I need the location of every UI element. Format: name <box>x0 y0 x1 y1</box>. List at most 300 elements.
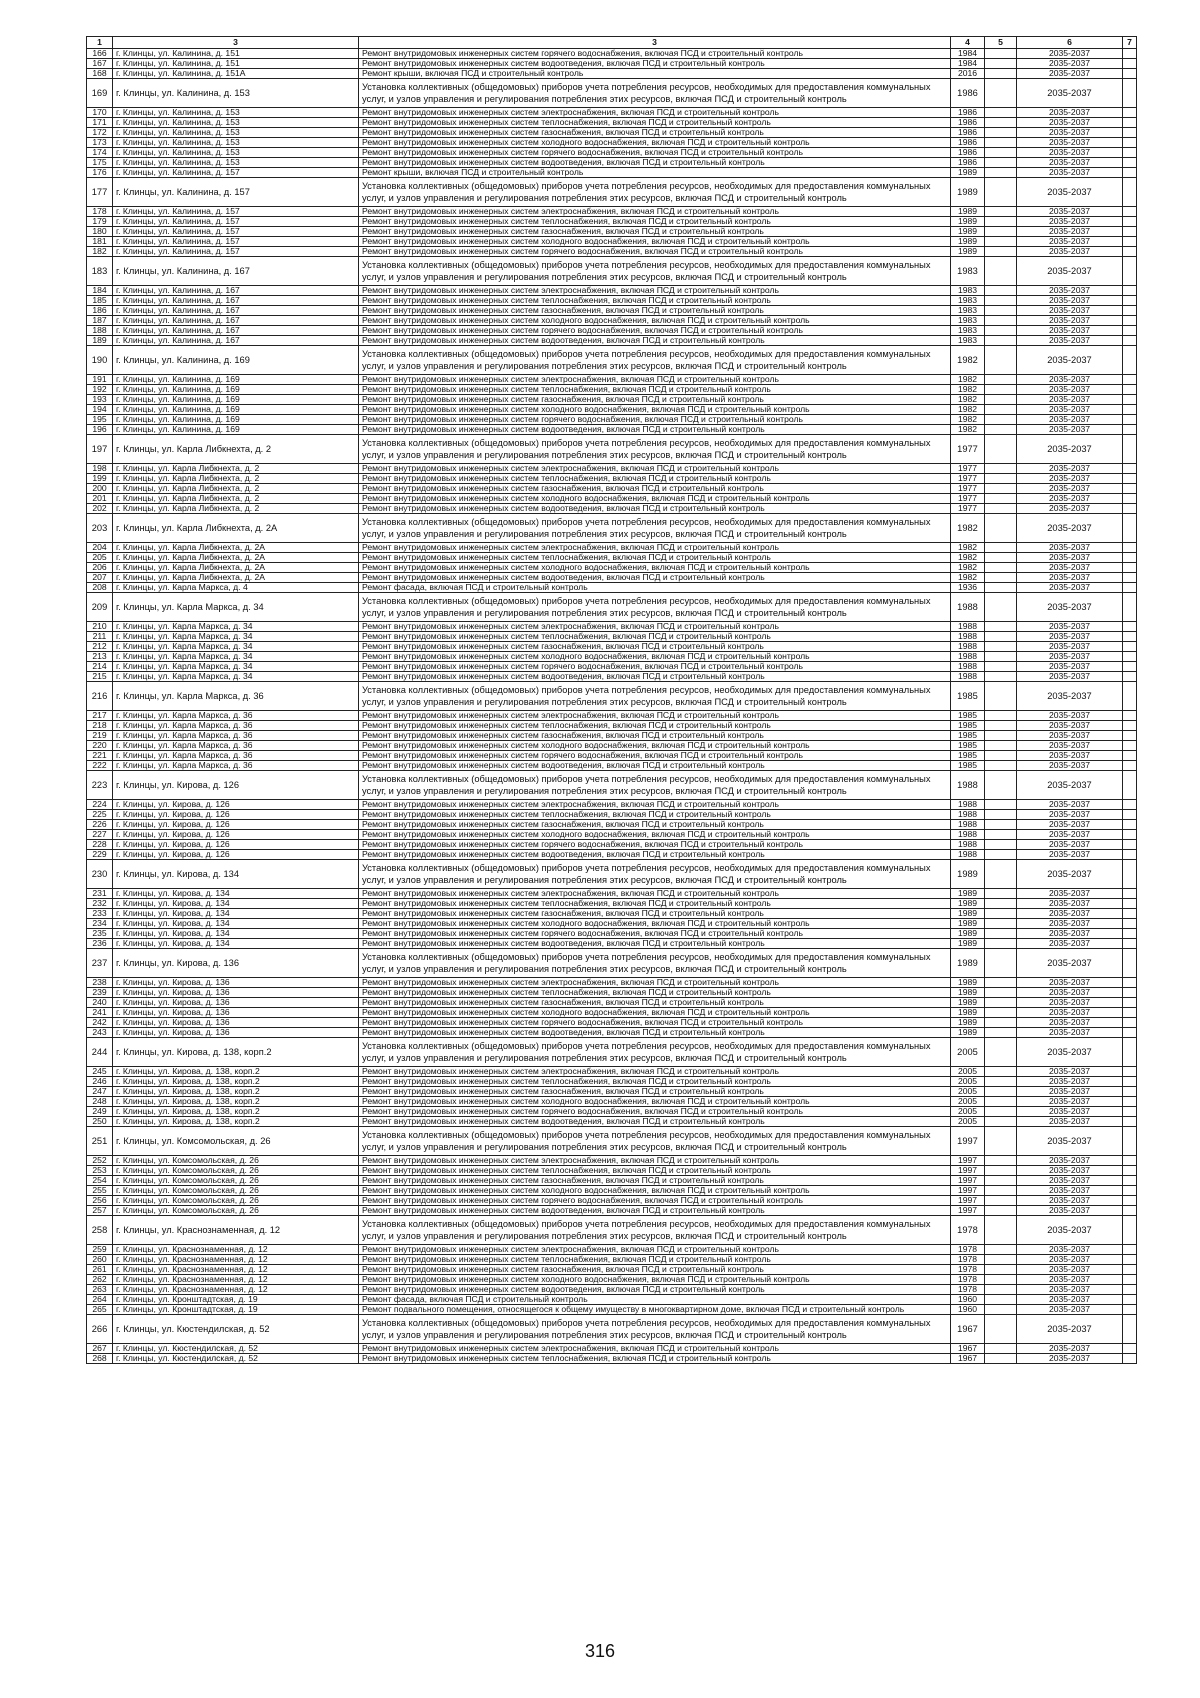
table-row <box>87 543 1137 553</box>
row-period: 2035-2037 <box>1017 543 1123 553</box>
table-row <box>87 1255 1137 1265</box>
table-row <box>87 652 1137 662</box>
row-year: 1989 <box>951 860 985 889</box>
table-row <box>87 632 1137 642</box>
row-col5 <box>985 464 1017 474</box>
row-col7 <box>1123 415 1137 425</box>
row-work-type: Ремонт внутридомовых инженерных систем горячего водоснабжения, включая ПСД и строительный контроль <box>359 1107 951 1117</box>
table-row <box>87 1097 1137 1107</box>
table-row <box>87 395 1137 405</box>
row-col7 <box>1123 237 1137 247</box>
row-work-type: Ремонт внутридомовых инженерных систем электроснабжения, включая ПСД и строительный контроль <box>359 800 951 810</box>
row-number: 177 <box>87 178 113 207</box>
row-period: 2035-2037 <box>1017 632 1123 642</box>
row-col5 <box>985 632 1017 642</box>
row-number: 234 <box>87 919 113 929</box>
row-year: 1983 <box>951 316 985 326</box>
row-col7 <box>1123 889 1137 899</box>
row-work-type: Установка коллективных (общедомовых) приборов учета потребления ресурсов, необходимых для предоставления коммунальных услуг, и узлов управления и регулирования потребления этих ресурсов, включая ПСД и строительный контроль <box>359 435 951 464</box>
row-address: г. Клинцы, ул. Карла Либкнехта, д. 2А <box>113 514 359 543</box>
row-number: 229 <box>87 850 113 860</box>
row-work-type: Установка коллективных (общедомовых) приборов учета потребления ресурсов, необходимых для предоставления коммунальных услуг, и узлов управления и регулирования потребления этих ресурсов, включая ПСД и строительный контроль <box>359 1315 951 1344</box>
table-row <box>87 820 1137 830</box>
row-work-type: Ремонт внутридомовых инженерных систем горячего водоснабжения, включая ПСД и строительный контроль <box>359 1018 951 1028</box>
row-col5 <box>985 69 1017 79</box>
row-work-type: Ремонт внутридомовых инженерных систем газоснабжения, включая ПСД и строительный контроль <box>359 395 951 405</box>
table-row <box>87 118 1137 128</box>
table-row <box>87 237 1137 247</box>
row-col7 <box>1123 385 1137 395</box>
row-col5 <box>985 1097 1017 1107</box>
table-row <box>87 771 1137 800</box>
row-work-type: Ремонт внутридомовых инженерных систем водоотведения, включая ПСД и строительный контроль <box>359 425 951 435</box>
row-number: 195 <box>87 415 113 425</box>
row-year: 1989 <box>951 217 985 227</box>
row-col5 <box>985 504 1017 514</box>
table-row <box>87 1285 1137 1295</box>
row-year: 1986 <box>951 158 985 168</box>
row-number: 196 <box>87 425 113 435</box>
row-address: г. Клинцы, ул. Комсомольская, д. 26 <box>113 1127 359 1156</box>
row-col5 <box>985 1176 1017 1186</box>
row-period: 2035-2037 <box>1017 316 1123 326</box>
row-period: 2035-2037 <box>1017 1275 1123 1285</box>
row-period: 2035-2037 <box>1017 1028 1123 1038</box>
row-work-type: Ремонт внутридомовых инженерных систем электроснабжения, включая ПСД и строительный контроль <box>359 889 951 899</box>
row-address: г. Клинцы, ул. Калинина, д. 153 <box>113 128 359 138</box>
table-row <box>87 1344 1137 1354</box>
row-period: 2035-2037 <box>1017 1176 1123 1186</box>
header-cell-col7: 7 <box>1123 37 1137 49</box>
row-address: г. Клинцы, ул. Кюстендилская, д. 52 <box>113 1344 359 1354</box>
row-col5 <box>985 257 1017 286</box>
row-work-type: Ремонт внутридомовых инженерных систем электроснабжения, включая ПСД и строительный контроль <box>359 286 951 296</box>
row-work-type: Ремонт внутридомовых инженерных систем газоснабжения, включая ПСД и строительный контроль <box>359 1265 951 1275</box>
row-col7 <box>1123 217 1137 227</box>
row-address: г. Клинцы, ул. Карла Либкнехта, д. 2А <box>113 573 359 583</box>
row-work-type: Ремонт внутридомовых инженерных систем электроснабжения, включая ПСД и строительный контроль <box>359 711 951 721</box>
row-number: 246 <box>87 1077 113 1087</box>
table-row <box>87 1315 1137 1344</box>
row-number: 244 <box>87 1038 113 1067</box>
table-row <box>87 583 1137 593</box>
row-col7 <box>1123 1344 1137 1354</box>
row-number: 180 <box>87 227 113 237</box>
row-work-type: Ремонт внутридомовых инженерных систем теплоснабжения, включая ПСД и строительный контроль <box>359 553 951 563</box>
row-col5 <box>985 563 1017 573</box>
row-period: 2035-2037 <box>1017 415 1123 425</box>
row-address: г. Клинцы, ул. Калинина, д. 167 <box>113 326 359 336</box>
row-col7 <box>1123 316 1137 326</box>
row-number: 191 <box>87 375 113 385</box>
row-period: 2035-2037 <box>1017 336 1123 346</box>
row-year: 1988 <box>951 672 985 682</box>
row-year: 1977 <box>951 474 985 484</box>
row-number: 193 <box>87 395 113 405</box>
row-col5 <box>985 939 1017 949</box>
row-period: 2035-2037 <box>1017 1008 1123 1018</box>
row-work-type: Ремонт внутридомовых инженерных систем газоснабжения, включая ПСД и строительный контроль <box>359 306 951 316</box>
table-row <box>87 1295 1137 1305</box>
row-number: 225 <box>87 810 113 820</box>
table-row <box>87 662 1137 672</box>
row-col5 <box>985 899 1017 909</box>
row-work-type: Ремонт внутридомовых инженерных систем холодного водоснабжения, включая ПСД и строительный контроль <box>359 1275 951 1285</box>
row-col7 <box>1123 909 1137 919</box>
row-address: г. Клинцы, ул. Калинина, д. 167 <box>113 296 359 306</box>
row-work-type: Ремонт внутридомовых инженерных систем холодного водоснабжения, включая ПСД и строительный контроль <box>359 138 951 148</box>
row-col5 <box>985 237 1017 247</box>
row-address: г. Клинцы, ул. Карла Либкнехта, д. 2А <box>113 543 359 553</box>
row-work-type: Ремонт внутридомовых инженерных систем холодного водоснабжения, включая ПСД и строительный контроль <box>359 1008 951 1018</box>
row-col7 <box>1123 563 1137 573</box>
row-year: 2016 <box>951 69 985 79</box>
row-period: 2035-2037 <box>1017 820 1123 830</box>
row-col5 <box>985 514 1017 543</box>
row-address: г. Клинцы, ул. Кирова, д. 138, корп.2 <box>113 1077 359 1087</box>
row-col7 <box>1123 711 1137 721</box>
row-address: г. Клинцы, ул. Кронштадтская, д. 19 <box>113 1295 359 1305</box>
row-address: г. Клинцы, ул. Краснознаменная, д. 12 <box>113 1245 359 1255</box>
table-row <box>87 138 1137 148</box>
row-number: 210 <box>87 622 113 632</box>
row-address: г. Клинцы, ул. Карла Маркса, д. 34 <box>113 593 359 622</box>
row-work-type: Ремонт внутридомовых инженерных систем газоснабжения, включая ПСД и строительный контроль <box>359 731 951 741</box>
row-number: 174 <box>87 148 113 158</box>
table-row <box>87 425 1137 435</box>
row-period: 2035-2037 <box>1017 1305 1123 1315</box>
row-col5 <box>985 1087 1017 1097</box>
row-period: 2035-2037 <box>1017 682 1123 711</box>
row-col5 <box>985 59 1017 69</box>
row-year: 1988 <box>951 593 985 622</box>
row-year: 1997 <box>951 1166 985 1176</box>
table-row <box>87 1275 1137 1285</box>
row-col5 <box>985 1018 1017 1028</box>
row-address: г. Клинцы, ул. Кирова, д. 134 <box>113 939 359 949</box>
row-address: г. Клинцы, ул. Кирова, д. 136 <box>113 998 359 1008</box>
row-period: 2035-2037 <box>1017 375 1123 385</box>
row-address: г. Клинцы, ул. Калинина, д. 157 <box>113 207 359 217</box>
row-col7 <box>1123 682 1137 711</box>
row-year: 1986 <box>951 128 985 138</box>
row-year: 2005 <box>951 1038 985 1067</box>
row-address: г. Клинцы, ул. Карла Либкнехта, д. 2 <box>113 464 359 474</box>
row-period: 2035-2037 <box>1017 761 1123 771</box>
row-period: 2035-2037 <box>1017 1018 1123 1028</box>
row-address: г. Клинцы, ул. Калинина, д. 157 <box>113 247 359 257</box>
row-address: г. Клинцы, ул. Калинина, д. 157 <box>113 237 359 247</box>
row-address: г. Клинцы, ул. Кронштадтская, д. 19 <box>113 1305 359 1315</box>
row-col5 <box>985 1344 1017 1354</box>
row-address: г. Клинцы, ул. Кирова, д. 136 <box>113 978 359 988</box>
row-col5 <box>985 375 1017 385</box>
row-address: г. Клинцы, ул. Калинина, д. 157 <box>113 178 359 207</box>
row-year: 1982 <box>951 514 985 543</box>
row-work-type: Ремонт внутридомовых инженерных систем холодного водоснабжения, включая ПСД и строительный контроль <box>359 919 951 929</box>
row-work-type: Ремонт внутридомовых инженерных систем водоотведения, включая ПСД и строительный контроль <box>359 850 951 860</box>
row-col5 <box>985 148 1017 158</box>
row-year: 2005 <box>951 1117 985 1127</box>
row-col7 <box>1123 642 1137 652</box>
row-period: 2035-2037 <box>1017 988 1123 998</box>
row-address: г. Клинцы, ул. Кирова, д. 136 <box>113 1028 359 1038</box>
row-address: г. Клинцы, ул. Карла Маркса, д. 34 <box>113 632 359 642</box>
row-col5 <box>985 1255 1017 1265</box>
table-row <box>87 810 1137 820</box>
row-year: 1986 <box>951 79 985 108</box>
row-work-type: Установка коллективных (общедомовых) приборов учета потребления ресурсов, необходимых для предоставления коммунальных услуг, и узлов управления и регулирования потребления этих ресурсов, включая ПСД и строительный контроль <box>359 771 951 800</box>
row-number: 189 <box>87 336 113 346</box>
row-work-type: Ремонт внутридомовых инженерных систем водоотведения, включая ПСД и строительный контроль <box>359 59 951 69</box>
row-year: 1989 <box>951 939 985 949</box>
row-address: г. Клинцы, ул. Калинина, д. 167 <box>113 336 359 346</box>
row-col7 <box>1123 583 1137 593</box>
row-col5 <box>985 286 1017 296</box>
row-work-type: Ремонт внутридомовых инженерных систем теплоснабжения, включая ПСД и строительный контроль <box>359 810 951 820</box>
row-period: 2035-2037 <box>1017 889 1123 899</box>
row-period: 2035-2037 <box>1017 484 1123 494</box>
row-col7 <box>1123 79 1137 108</box>
row-address: г. Клинцы, ул. Краснознаменная, д. 12 <box>113 1255 359 1265</box>
row-period: 2035-2037 <box>1017 721 1123 731</box>
row-period: 2035-2037 <box>1017 919 1123 929</box>
row-col7 <box>1123 1038 1137 1067</box>
row-period: 2035-2037 <box>1017 217 1123 227</box>
row-col7 <box>1123 1077 1137 1087</box>
row-period: 2035-2037 <box>1017 395 1123 405</box>
row-work-type: Ремонт крыши, включая ПСД и строительный контроль <box>359 168 951 178</box>
row-number: 268 <box>87 1354 113 1364</box>
row-work-type: Установка коллективных (общедомовых) приборов учета потребления ресурсов, необходимых для предоставления коммунальных услуг, и узлов управления и регулирования потребления этих ресурсов, включая ПСД и строительный контроль <box>359 1216 951 1245</box>
row-col7 <box>1123 1186 1137 1196</box>
row-col7 <box>1123 1166 1137 1176</box>
row-col7 <box>1123 761 1137 771</box>
row-year: 1982 <box>951 385 985 395</box>
row-period: 2035-2037 <box>1017 257 1123 286</box>
row-col7 <box>1123 1107 1137 1117</box>
row-address: г. Клинцы, ул. Калинина, д. 169 <box>113 385 359 395</box>
row-address: г. Клинцы, ул. Комсомольская, д. 26 <box>113 1196 359 1206</box>
row-work-type: Ремонт внутридомовых инженерных систем холодного водоснабжения, включая ПСД и строительный контроль <box>359 741 951 751</box>
row-col5 <box>985 1117 1017 1127</box>
row-number: 267 <box>87 1344 113 1354</box>
row-address: г. Клинцы, ул. Краснознаменная, д. 12 <box>113 1265 359 1275</box>
table-row <box>87 593 1137 622</box>
row-col5 <box>985 1077 1017 1087</box>
table-row <box>87 840 1137 850</box>
row-period: 2035-2037 <box>1017 306 1123 316</box>
row-year: 1983 <box>951 326 985 336</box>
row-col7 <box>1123 593 1137 622</box>
row-work-type: Установка коллективных (общедомовых) приборов учета потребления ресурсов, необходимых для предоставления коммунальных услуг, и узлов управления и регулирования потребления этих ресурсов, включая ПСД и строительный контроль <box>359 860 951 889</box>
row-col5 <box>985 326 1017 336</box>
table-row <box>87 800 1137 810</box>
row-col7 <box>1123 622 1137 632</box>
row-address: г. Клинцы, ул. Кирова, д. 136 <box>113 1008 359 1018</box>
row-col7 <box>1123 1245 1137 1255</box>
row-period: 2035-2037 <box>1017 949 1123 978</box>
row-work-type: Ремонт внутридомовых инженерных систем теплоснабжения, включая ПСД и строительный контроль <box>359 1255 951 1265</box>
row-work-type: Ремонт внутридомовых инженерных систем электроснабжения, включая ПСД и строительный контроль <box>359 622 951 632</box>
row-col7 <box>1123 1305 1137 1315</box>
row-address: г. Клинцы, ул. Калинина, д. 169 <box>113 405 359 415</box>
row-period: 2035-2037 <box>1017 207 1123 217</box>
row-year: 1983 <box>951 296 985 306</box>
row-col5 <box>985 1206 1017 1216</box>
row-address: г. Клинцы, ул. Кирова, д. 138, корп.2 <box>113 1067 359 1077</box>
row-year: 1985 <box>951 731 985 741</box>
row-col7 <box>1123 1097 1137 1107</box>
row-period: 2035-2037 <box>1017 1295 1123 1305</box>
row-number: 179 <box>87 217 113 227</box>
row-year: 1982 <box>951 405 985 415</box>
row-col5 <box>985 138 1017 148</box>
row-col5 <box>985 128 1017 138</box>
row-address: г. Клинцы, ул. Калинина, д. 151А <box>113 69 359 79</box>
row-address: г. Клинцы, ул. Карла Маркса, д. 36 <box>113 721 359 731</box>
row-number: 245 <box>87 1067 113 1077</box>
row-col7 <box>1123 850 1137 860</box>
row-col7 <box>1123 69 1137 79</box>
row-col5 <box>985 108 1017 118</box>
row-period: 2035-2037 <box>1017 672 1123 682</box>
row-number: 251 <box>87 1127 113 1156</box>
row-year: 1985 <box>951 711 985 721</box>
row-number: 248 <box>87 1097 113 1107</box>
table-row <box>87 464 1137 474</box>
row-col5 <box>985 346 1017 375</box>
row-col7 <box>1123 652 1137 662</box>
row-address: г. Клинцы, ул. Карла Маркса, д. 34 <box>113 622 359 632</box>
row-number: 217 <box>87 711 113 721</box>
row-year: 1989 <box>951 247 985 257</box>
row-year: 1988 <box>951 771 985 800</box>
row-number: 212 <box>87 642 113 652</box>
row-year: 1985 <box>951 682 985 711</box>
row-period: 2035-2037 <box>1017 247 1123 257</box>
row-col7 <box>1123 336 1137 346</box>
row-work-type: Ремонт внутридомовых инженерных систем водоотведения, включая ПСД и строительный контроль <box>359 672 951 682</box>
row-address: г. Клинцы, ул. Калинина, д. 153 <box>113 158 359 168</box>
row-year: 1986 <box>951 148 985 158</box>
row-col7 <box>1123 168 1137 178</box>
row-work-type: Ремонт внутридомовых инженерных систем водоотведения, включая ПСД и строительный контроль <box>359 1206 951 1216</box>
row-work-type: Ремонт внутридомовых инженерных систем теплоснабжения, включая ПСД и строительный контроль <box>359 632 951 642</box>
table-row <box>87 929 1137 939</box>
header-cell-address: 3 <box>113 37 359 49</box>
row-year: 2005 <box>951 1087 985 1097</box>
table-row <box>87 217 1137 227</box>
row-col5 <box>985 474 1017 484</box>
table-row <box>87 1008 1137 1018</box>
row-address: г. Клинцы, ул. Калинина, д. 153 <box>113 79 359 108</box>
table-row <box>87 1107 1137 1117</box>
row-col7 <box>1123 929 1137 939</box>
row-address: г. Клинцы, ул. Калинина, д. 169 <box>113 395 359 405</box>
row-number: 218 <box>87 721 113 731</box>
row-col5 <box>985 1216 1017 1245</box>
row-col5 <box>985 118 1017 128</box>
row-col7 <box>1123 988 1137 998</box>
row-col5 <box>985 1305 1017 1315</box>
row-number: 188 <box>87 326 113 336</box>
row-address: г. Клинцы, ул. Кирова, д. 134 <box>113 929 359 939</box>
row-work-type: Установка коллективных (общедомовых) приборов учета потребления ресурсов, необходимых для предоставления коммунальных услуг, и узлов управления и регулирования потребления этих ресурсов, включая ПСД и строительный контроль <box>359 682 951 711</box>
row-col7 <box>1123 899 1137 909</box>
row-col5 <box>985 296 1017 306</box>
row-year: 1985 <box>951 761 985 771</box>
table-row <box>87 682 1137 711</box>
row-col7 <box>1123 346 1137 375</box>
row-period: 2035-2037 <box>1017 642 1123 652</box>
row-work-type: Установка коллективных (общедомовых) приборов учета потребления ресурсов, необходимых для предоставления коммунальных услуг, и узлов управления и регулирования потребления этих ресурсов, включая ПСД и строительный контроль <box>359 257 951 286</box>
row-work-type: Ремонт внутридомовых инженерных систем теплоснабжения, включая ПСД и строительный контроль <box>359 721 951 731</box>
table-row <box>87 1206 1137 1216</box>
row-address: г. Клинцы, ул. Кирова, д. 126 <box>113 810 359 820</box>
row-address: г. Клинцы, ул. Карла Маркса, д. 36 <box>113 731 359 741</box>
row-col7 <box>1123 158 1137 168</box>
row-work-type: Ремонт фасада, включая ПСД и строительный контроль <box>359 1295 951 1305</box>
row-col7 <box>1123 227 1137 237</box>
row-work-type: Ремонт внутридомовых инженерных систем газоснабжения, включая ПСД и строительный контроль <box>359 998 951 1008</box>
row-work-type: Установка коллективных (общедомовых) приборов учета потребления ресурсов, необходимых для предоставления коммунальных услуг, и узлов управления и регулирования потребления этих ресурсов, включая ПСД и строительный контроль <box>359 346 951 375</box>
row-year: 1978 <box>951 1216 985 1245</box>
page-number: 316 <box>584 1641 616 1661</box>
row-address: г. Клинцы, ул. Кирова, д. 126 <box>113 771 359 800</box>
table-row <box>87 573 1137 583</box>
row-year: 1988 <box>951 800 985 810</box>
row-number: 247 <box>87 1087 113 1097</box>
row-year: 1960 <box>951 1295 985 1305</box>
row-period: 2035-2037 <box>1017 504 1123 514</box>
table-row <box>87 553 1137 563</box>
row-period: 2035-2037 <box>1017 662 1123 672</box>
table-row <box>87 415 1137 425</box>
table-row <box>87 1038 1137 1067</box>
table-row <box>87 435 1137 464</box>
row-address: г. Клинцы, ул. Карла Маркса, д. 36 <box>113 711 359 721</box>
row-year: 1989 <box>951 978 985 988</box>
row-number: 213 <box>87 652 113 662</box>
row-year: 1978 <box>951 1245 985 1255</box>
table-row <box>87 484 1137 494</box>
row-number: 208 <box>87 583 113 593</box>
header-cell-col5: 5 <box>985 37 1017 49</box>
row-period: 2035-2037 <box>1017 1087 1123 1097</box>
row-year: 1986 <box>951 108 985 118</box>
row-address: г. Клинцы, ул. Калинина, д. 153 <box>113 118 359 128</box>
row-col5 <box>985 207 1017 217</box>
row-address: г. Клинцы, ул. Кирова, д. 134 <box>113 899 359 909</box>
row-col5 <box>985 800 1017 810</box>
row-number: 262 <box>87 1275 113 1285</box>
row-col7 <box>1123 751 1137 761</box>
table-row <box>87 306 1137 316</box>
row-period: 2035-2037 <box>1017 840 1123 850</box>
row-work-type: Ремонт внутридомовых инженерных систем газоснабжения, включая ПСД и строительный контроль <box>359 227 951 237</box>
row-address: г. Клинцы, ул. Кюстендилская, д. 52 <box>113 1354 359 1364</box>
row-col7 <box>1123 741 1137 751</box>
row-work-type: Ремонт внутридомовых инженерных систем водоотведения, включая ПСД и строительный контроль <box>359 504 951 514</box>
row-address: г. Клинцы, ул. Краснознаменная, д. 12 <box>113 1275 359 1285</box>
row-year: 1984 <box>951 49 985 59</box>
row-col5 <box>985 751 1017 761</box>
row-year: 1985 <box>951 721 985 731</box>
table-row <box>87 504 1137 514</box>
row-col7 <box>1123 247 1137 257</box>
row-period: 2035-2037 <box>1017 138 1123 148</box>
